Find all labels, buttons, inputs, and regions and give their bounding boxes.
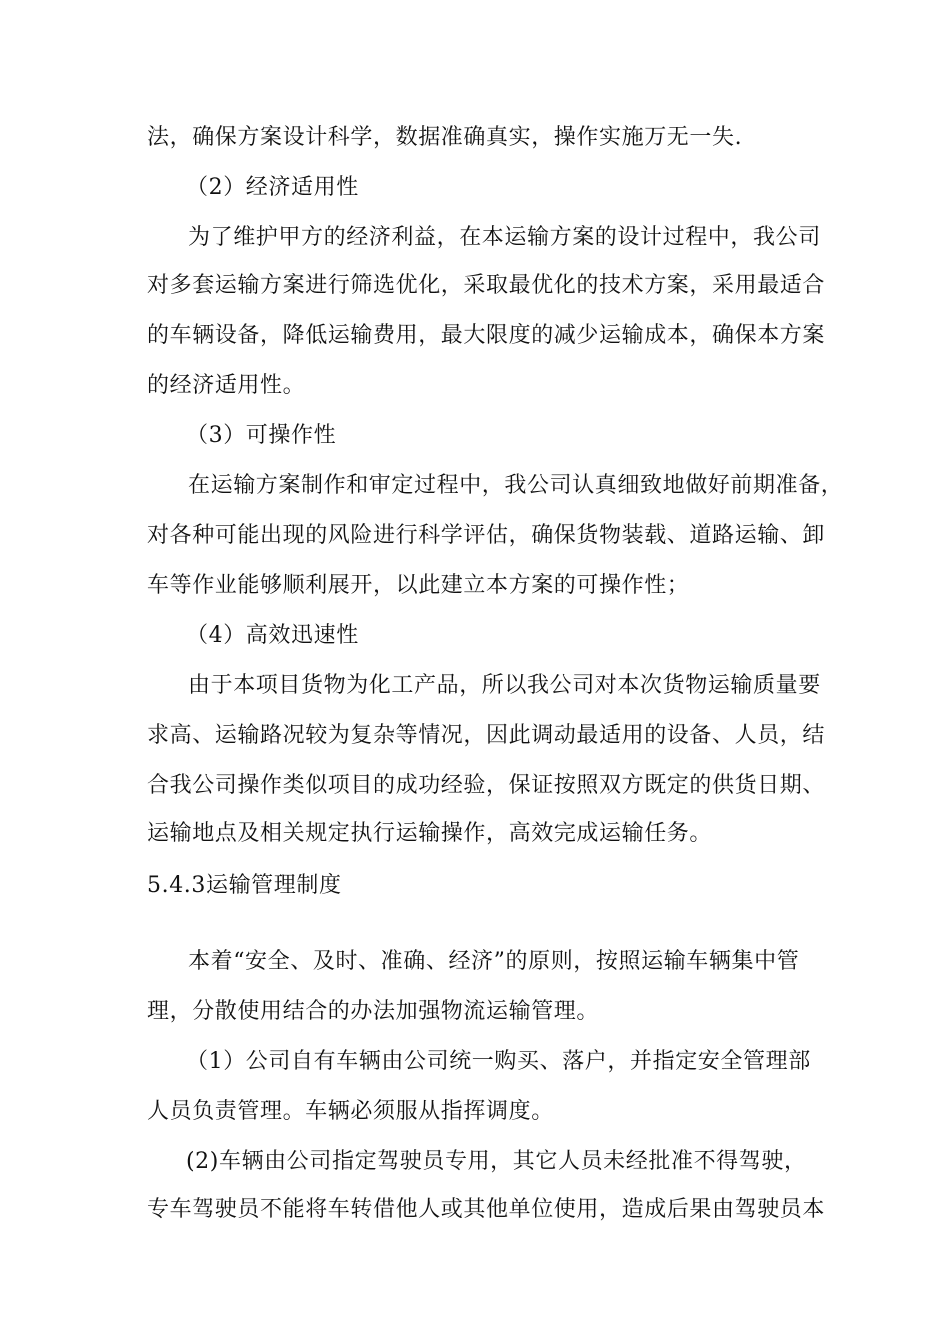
paragraph-line: 本着“安全、及时、准确、经济”的原则，按照运输车辆集中管 — [188, 949, 800, 974]
paragraph-line: 运输地点及相关规定执行运输操作，高效完成运输任务。 — [147, 821, 713, 846]
paragraph-line: 理，分散使用结合的办法加强物流运输管理。 — [147, 999, 600, 1024]
section-heading: 5.4.3运输管理制度 — [147, 873, 342, 898]
paragraph-line: 由于本项目货物为化工产品，所以我公司对本次货物运输质量要 — [188, 673, 821, 698]
paragraph-line: 的经济适用性。 — [147, 373, 306, 398]
paragraph-line: (2)车辆由公司指定驾驶员专用，其它人员未经批准不得驾驶， — [186, 1149, 807, 1174]
paragraph-line: （1）公司自有车辆由公司统一购买、落户，并指定安全管理部 — [186, 1049, 811, 1074]
subheading-economic: （2）经济适用性 — [186, 175, 359, 200]
paragraph-line: 为了维护甲方的经济利益，在本运输方案的设计过程中，我公司 — [188, 225, 821, 250]
paragraph-line: 求高、运输路况较为复杂等情况，因此调动最适用的设备、人员，结 — [147, 723, 826, 748]
paragraph-line: 对各种可能出现的风险进行科学评估，确保货物装载、道路运输、卸 — [147, 523, 826, 548]
paragraph-line: 合我公司操作类似项目的成功经验，保证按照双方既定的供货日期、 — [147, 773, 826, 798]
subheading-efficiency: （4）高效迅速性 — [186, 623, 359, 648]
paragraph-line: 的车辆设备，降低运输费用，最大限度的减少运输成本，确保本方案 — [147, 323, 826, 348]
paragraph-line: 法，确保方案设计科学，数据准确真实，操作实施万无一失. — [147, 125, 743, 150]
subheading-operability: （3）可操作性 — [186, 423, 337, 448]
paragraph-line: 对多套运输方案进行筛选优化，采取最优化的技术方案，采用最适合 — [147, 273, 826, 298]
paragraph-line: 在运输方案制作和审定过程中，我公司认真细致地做好前期准备， — [188, 473, 844, 498]
paragraph-line: 车等作业能够顺利展开，以此建立本方案的可操作性； — [147, 573, 690, 598]
paragraph-line: 专车驾驶员不能将车转借他人或其他单位使用，造成后果由驾驶员本 — [147, 1197, 826, 1222]
paragraph-line: 人员负责管理。车辆必须服从指挥调度。 — [147, 1099, 554, 1124]
